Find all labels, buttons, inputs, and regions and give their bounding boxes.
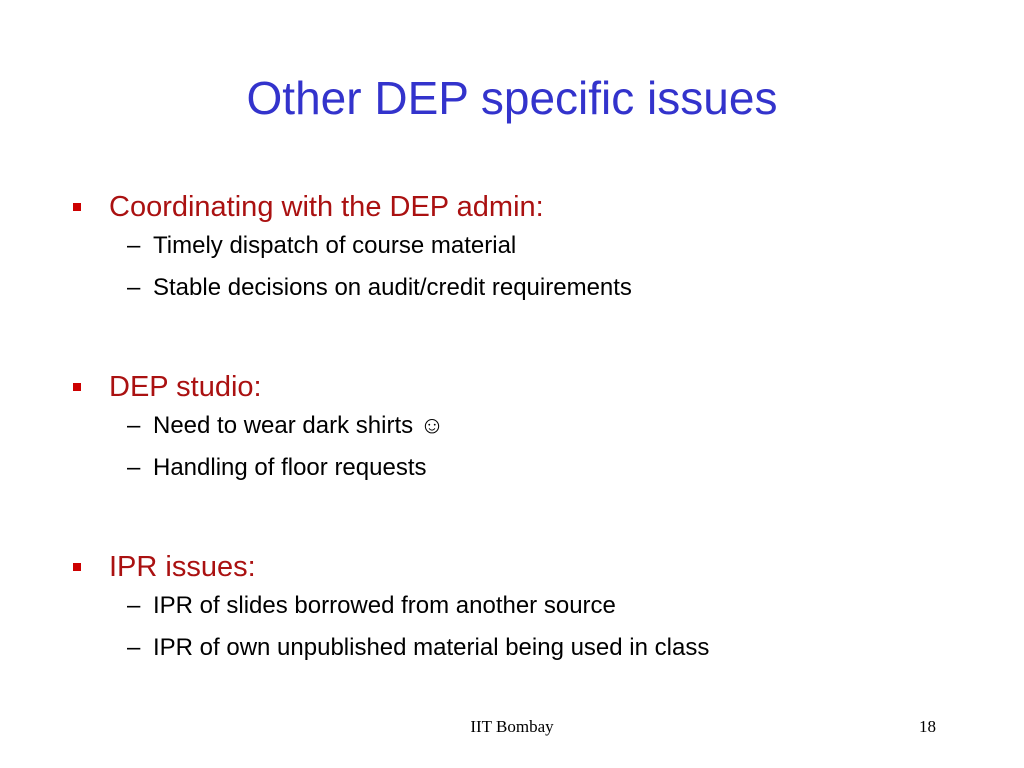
square-bullet-icon xyxy=(73,203,81,211)
level2-bullet xyxy=(0,231,1024,273)
slide-title: Other DEP specific issues xyxy=(246,72,778,124)
level1-bullet xyxy=(0,187,1024,231)
square-bullet-icon xyxy=(73,563,81,571)
sub-item: IPR of slides borrowed from another source xyxy=(153,592,616,619)
level2-bullet xyxy=(0,633,1024,675)
section-heading: IPR issues: xyxy=(109,551,256,583)
square-bullet-icon xyxy=(73,383,81,391)
sub-item: Handling of floor requests xyxy=(153,454,427,481)
bullet-section-ipr xyxy=(0,547,1024,675)
dash-marker: – xyxy=(127,412,141,439)
sub-item: IPR of own unpublished material being used in class xyxy=(153,634,710,661)
level2-bullet xyxy=(0,591,1024,633)
bullet-section-coordinating xyxy=(0,187,1024,315)
level1-bullet xyxy=(0,547,1024,591)
level2-bullet xyxy=(0,411,1024,453)
footer-institution: IIT Bombay xyxy=(470,717,554,736)
dash-marker: – xyxy=(127,592,141,619)
sub-item: Need to wear dark shirts ☺ xyxy=(153,412,445,439)
level2-bullet xyxy=(0,453,1024,495)
section-heading: DEP studio: xyxy=(109,371,262,403)
level1-bullet xyxy=(0,367,1024,411)
footer-page-number: 18 xyxy=(919,717,936,736)
section-heading: Coordinating with the DEP admin: xyxy=(109,191,544,223)
bullet-section-studio xyxy=(0,367,1024,495)
sub-item: Timely dispatch of course material xyxy=(153,232,517,259)
sub-item: Stable decisions on audit/credit requirements xyxy=(153,274,632,301)
dash-marker: – xyxy=(127,232,141,259)
dash-marker: – xyxy=(127,454,141,481)
dash-marker: – xyxy=(127,274,141,301)
level2-bullet xyxy=(0,273,1024,315)
dash-marker: – xyxy=(127,634,141,661)
